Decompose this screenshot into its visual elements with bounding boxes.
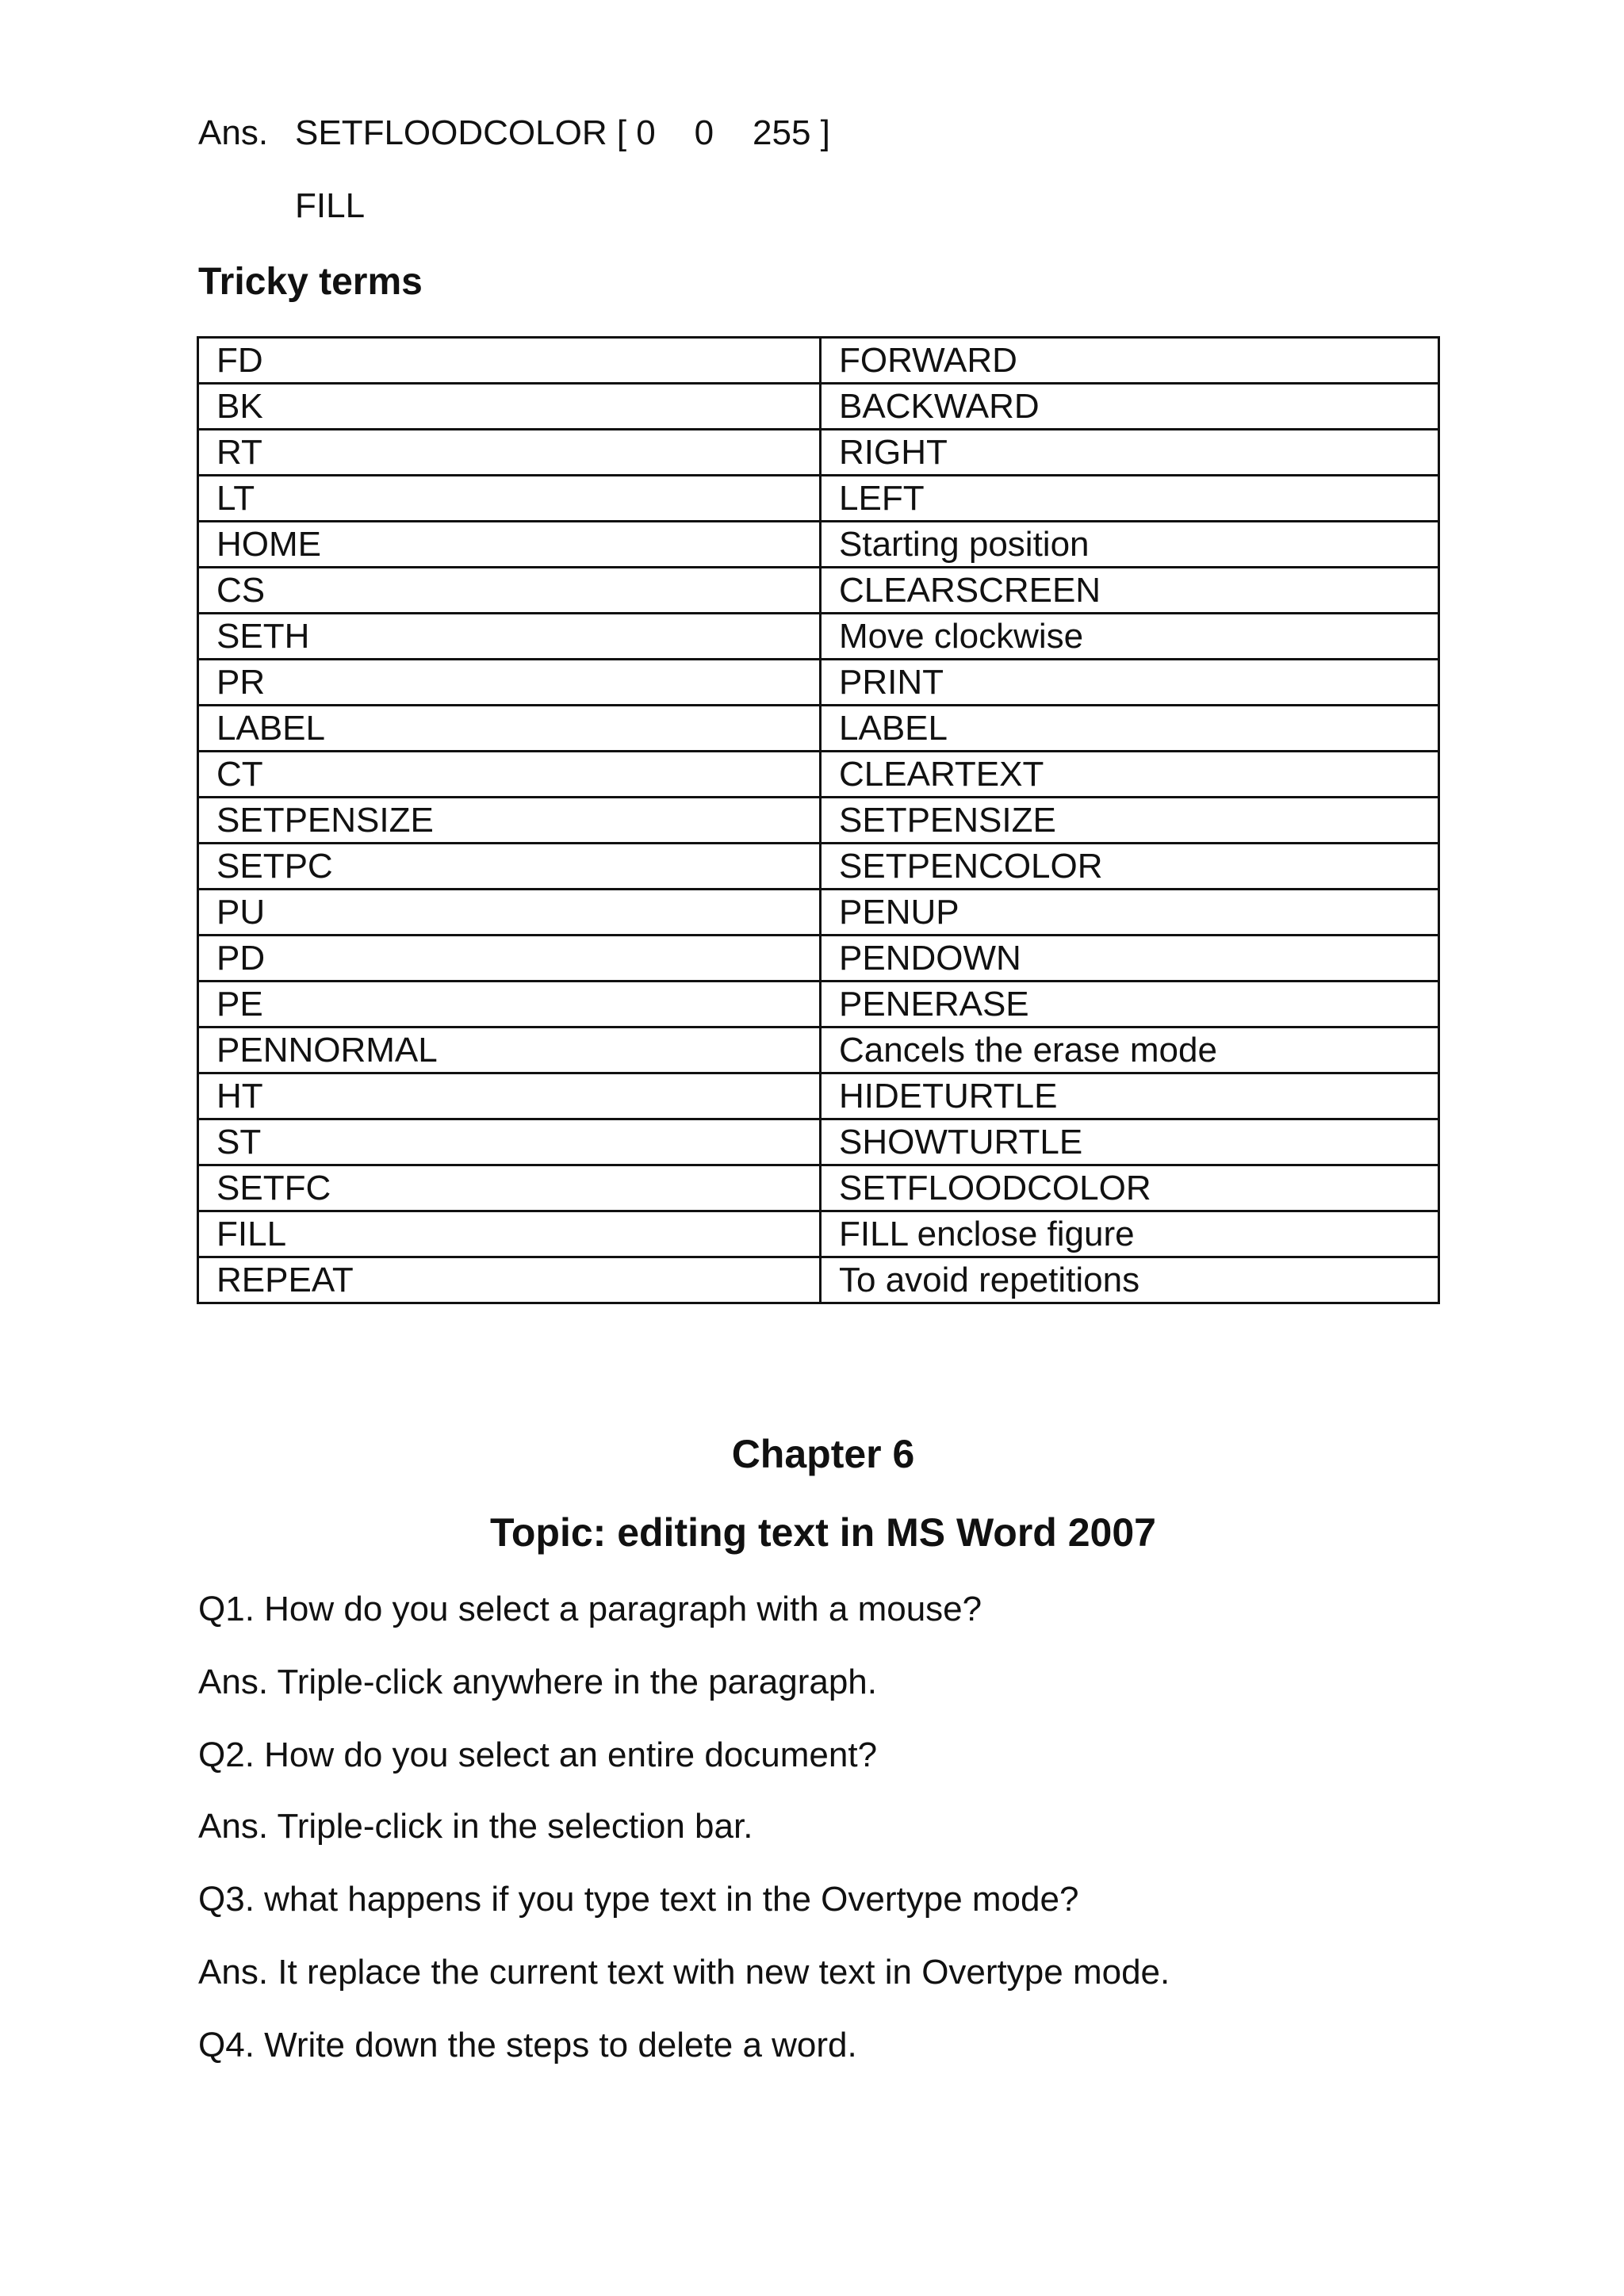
- table-row: [198, 568, 1439, 614]
- tricky-terms-heading: Tricky terms: [198, 261, 423, 303]
- term-meaning-cell: Starting position: [821, 522, 1439, 568]
- tricky-terms-body: [198, 338, 1439, 1303]
- term-abbreviation-cell: PE: [198, 982, 821, 1027]
- table-row: [198, 1073, 1439, 1119]
- term-abbreviation-cell: SETPC: [198, 844, 821, 890]
- table-row: [198, 798, 1439, 844]
- term-abbreviation-cell: SETPENSIZE: [198, 798, 821, 844]
- term-meaning-cell: PENUP: [821, 890, 1439, 936]
- answer-fill-command: FILL: [295, 186, 366, 225]
- term-abbreviation-cell: ST: [198, 1119, 821, 1165]
- term-abbreviation-cell: FD: [198, 338, 821, 384]
- term-meaning-cell: SETPENCOLOR: [821, 844, 1439, 890]
- table-row: [198, 522, 1439, 568]
- term-meaning-cell: FILL enclose figure: [821, 1211, 1439, 1257]
- term-abbreviation-cell: REPEAT: [198, 1257, 821, 1303]
- term-meaning-cell: Move clockwise: [821, 614, 1439, 660]
- table-row: [198, 338, 1439, 384]
- table-row: [198, 1257, 1439, 1303]
- term-meaning-cell: SETPENSIZE: [821, 798, 1439, 844]
- term-abbreviation-cell: SETH: [198, 614, 821, 660]
- term-meaning-cell: LABEL: [821, 706, 1439, 752]
- term-meaning-cell: CLEARTEXT: [821, 752, 1439, 798]
- term-abbreviation-cell: LT: [198, 476, 821, 522]
- table-row: [198, 706, 1439, 752]
- term-abbreviation-cell: PD: [198, 936, 821, 982]
- answer-2: Ans. Triple-click in the selection bar.: [198, 1807, 753, 1846]
- question-3: Q3. what happens if you type text in the Overtype mode?: [198, 1880, 1079, 1919]
- tricky-terms-table: [197, 336, 1440, 1304]
- term-abbreviation-cell: PU: [198, 890, 821, 936]
- term-meaning-cell: PENDOWN: [821, 936, 1439, 982]
- table-row: [198, 476, 1439, 522]
- chapter-heading: Chapter 6: [731, 1432, 915, 1476]
- term-meaning-cell: PRINT: [821, 660, 1439, 706]
- table-row: [198, 614, 1439, 660]
- answer-3: Ans. It replace the current text with new text in Overtype mode.: [198, 1953, 1170, 1992]
- term-abbreviation-cell: RT: [198, 430, 821, 476]
- answer-command: SETFLOODCOLOR [ 0 0 255 ]: [295, 113, 830, 152]
- table-row: [198, 1027, 1439, 1073]
- term-meaning-cell: SHOWTURTLE: [821, 1119, 1439, 1165]
- term-abbreviation-cell: HOME: [198, 522, 821, 568]
- table-row: [198, 430, 1439, 476]
- term-meaning-cell: RIGHT: [821, 430, 1439, 476]
- term-meaning-cell: LEFT: [821, 476, 1439, 522]
- term-meaning-cell: SETFLOODCOLOR: [821, 1165, 1439, 1211]
- term-abbreviation-cell: BK: [198, 384, 821, 430]
- term-abbreviation-cell: PR: [198, 660, 821, 706]
- table-row: [198, 1211, 1439, 1257]
- term-meaning-cell: To avoid repetitions: [821, 1257, 1439, 1303]
- question-2: Q2. How do you select an entire document?: [198, 1735, 878, 1774]
- term-abbreviation-cell: CT: [198, 752, 821, 798]
- question-1: Q1. How do you select a paragraph with a mouse?: [198, 1590, 982, 1628]
- term-abbreviation-cell: PENNORMAL: [198, 1027, 821, 1073]
- term-meaning-cell: HIDETURTLE: [821, 1073, 1439, 1119]
- table-row: [198, 936, 1439, 982]
- term-meaning-cell: BACKWARD: [821, 384, 1439, 430]
- term-abbreviation-cell: CS: [198, 568, 821, 614]
- table-row: [198, 1165, 1439, 1211]
- term-meaning-cell: FORWARD: [821, 338, 1439, 384]
- term-abbreviation-cell: LABEL: [198, 706, 821, 752]
- answer-1: Ans. Triple-click anywhere in the paragraph.: [198, 1663, 877, 1701]
- table-row: [198, 660, 1439, 706]
- term-meaning-cell: Cancels the erase mode: [821, 1027, 1439, 1073]
- answer-label: Ans.: [198, 113, 269, 152]
- term-meaning-cell: CLEARSCREEN: [821, 568, 1439, 614]
- table-row: [198, 890, 1439, 936]
- table-row: [198, 982, 1439, 1027]
- table-row: [198, 752, 1439, 798]
- chapter-topic: Topic: editing text in MS Word 2007: [490, 1510, 1156, 1555]
- term-meaning-cell: PENERASE: [821, 982, 1439, 1027]
- question-4: Q4. Write down the steps to delete a word.: [198, 2026, 857, 2064]
- term-abbreviation-cell: SETFC: [198, 1165, 821, 1211]
- table-row: [198, 384, 1439, 430]
- previous-answer-line: [198, 111, 830, 155]
- table-row: [198, 844, 1439, 890]
- term-abbreviation-cell: FILL: [198, 1211, 821, 1257]
- table-row: [198, 1119, 1439, 1165]
- term-abbreviation-cell: HT: [198, 1073, 821, 1119]
